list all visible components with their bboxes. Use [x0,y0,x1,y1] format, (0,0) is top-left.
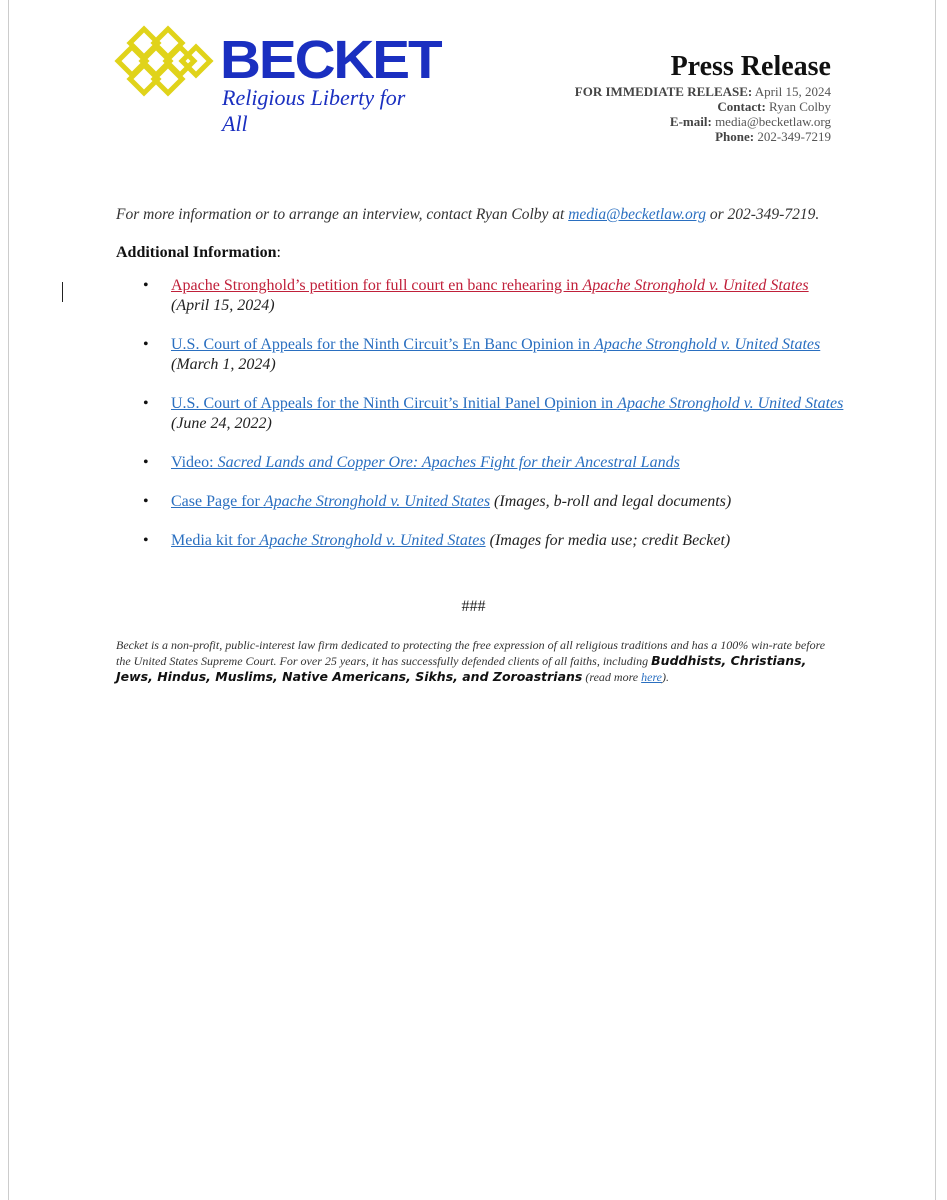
item-date: (March 1, 2024) [171,356,276,373]
logo-tagline: Religious Liberty for All [222,85,406,136]
link-list [116,276,851,570]
faiths-list: Buddhists, Christians, Jews, Hindus, Muslims, Native Americans, Sikhs, and Zoroastrians [116,653,807,684]
email-link[interactable]: media@becketlaw.org [568,206,706,223]
item-date: (April 15, 2024) [171,297,275,314]
list-item [171,394,851,434]
release-date: April 15, 2024 [754,84,831,99]
list-item [171,453,851,473]
boilerplate-end: ). [662,670,670,684]
case-page-link[interactable]: Case Page for Apache Stronghold v. United States [171,493,491,510]
heading-colon: : [276,244,281,261]
contact-label: Contact: [717,99,766,114]
media-kit-link[interactable]: Media kit for Apache Stronghold v. United States [171,532,486,549]
email-value: media@becketlaw.org [715,114,831,129]
en-banc-opinion-link[interactable]: U.S. Court of Appeals for the Ninth Circuit’s En Banc Opinion in Apache Stronghold v. United States [171,336,821,353]
phone-value: 202-349-7219 [757,129,831,144]
item-note: (Images for media use; credit Becket) [489,532,731,549]
heading-text: Additional Information [116,244,277,261]
phone-label: Phone: [715,129,755,144]
item-date: (June 24, 2022) [171,415,272,432]
list-item [171,276,851,316]
petition-link[interactable]: Apache Stronghold’s petition for full court en banc rehearing in Apache Stronghold v. United States [171,277,809,294]
press-release-header [575,52,831,144]
list-item [171,531,851,551]
boilerplate [116,637,832,685]
release-label: FOR IMMEDIATE RELEASE: [574,84,753,99]
contact-name: Ryan Colby [769,99,831,114]
info-text: For more information or to arrange an interview, contact Ryan Colby at [116,206,569,223]
contact-info [116,206,819,224]
email-label: E-mail: [669,114,712,129]
info-text-end: or 202-349-7219. [705,206,820,223]
boilerplate-text: Becket is a non-profit, public-interest law firm dedicated to protecting the free expression of all religious traditions and has a 100% win-rate before the United States Supreme Court. For over 25 years, it has successfully defended clients of all faiths, including [116,638,826,668]
becket-logo [114,25,441,136]
press-release-title: Press Release [670,51,831,82]
video-link[interactable]: Video: Sacred Lands and Copper Ore: Apaches Fight for their Ancestral Lands [171,454,680,471]
panel-opinion-link[interactable]: U.S. Court of Appeals for the Ninth Circuit’s Initial Panel Opinion in Apache Stronghold v. United States [171,395,844,412]
text-cursor [62,282,63,302]
read-more-link[interactable]: here [641,670,663,684]
knot-icon [114,25,214,97]
additional-info-heading [116,244,281,262]
list-item [171,492,851,512]
list-item [171,335,851,375]
item-note: (Images, b-roll and legal documents) [494,493,732,510]
read-more-text: (read more [582,670,642,684]
end-separator: ### [461,598,486,615]
logo-wordmark: BECKET [220,30,441,90]
